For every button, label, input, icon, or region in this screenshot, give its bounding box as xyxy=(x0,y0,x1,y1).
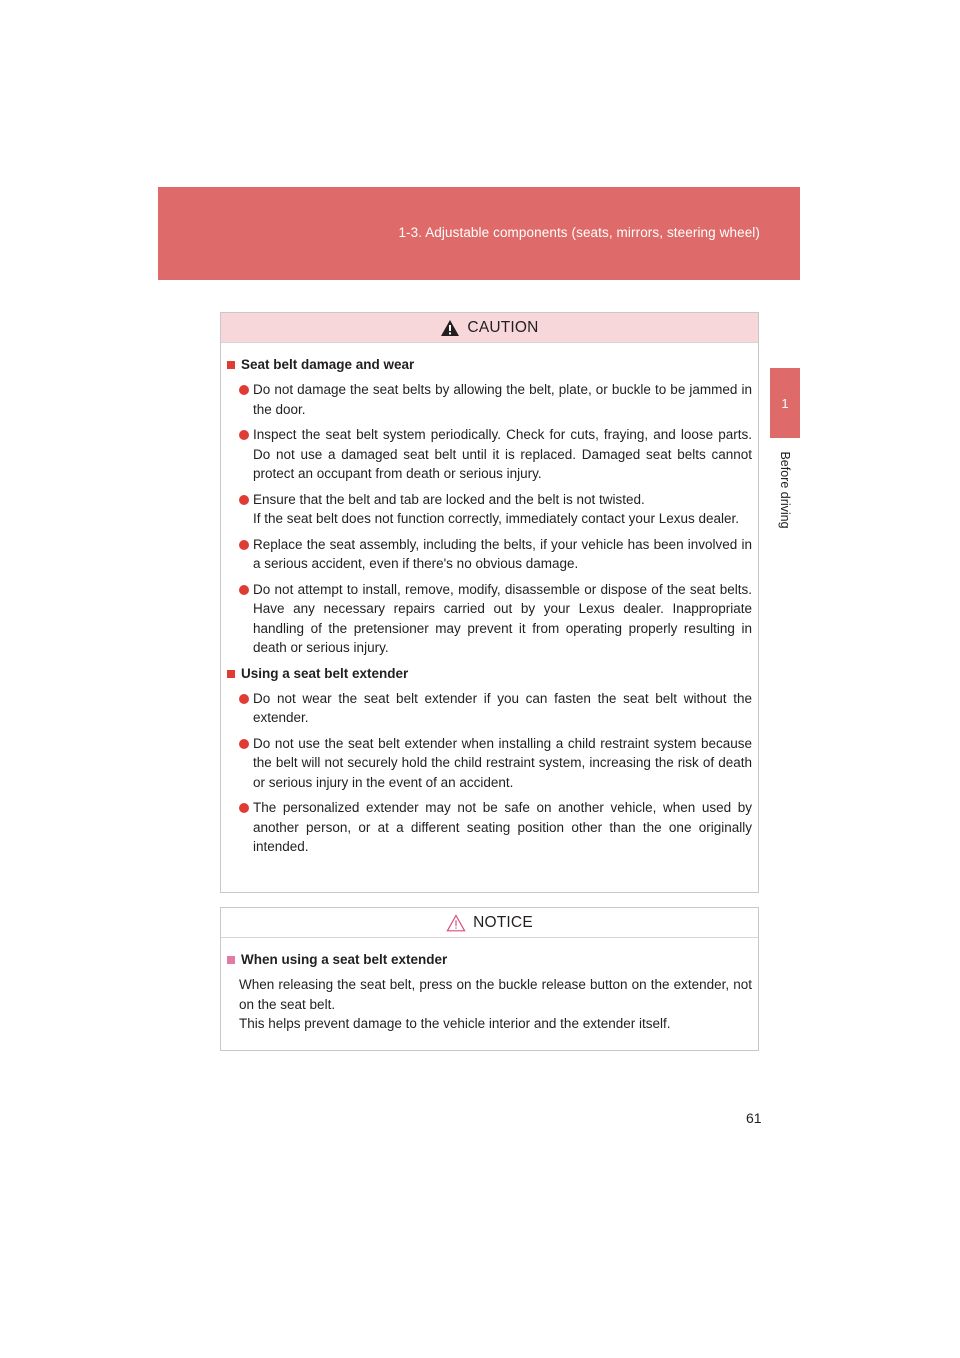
round-bullet-icon xyxy=(239,540,249,550)
notice-text: This helps prevent damage to the vehicle interior and the extender itself. xyxy=(239,1016,671,1031)
round-bullet-icon xyxy=(239,694,249,704)
caution-bullet: The personalized extender may not be safe on another vehicle, when used by another person, or at a different seating position other than the one originally intended. xyxy=(227,798,752,857)
round-bullet-icon xyxy=(239,585,249,595)
caution-bullet: Do not attempt to install, remove, modify, disassemble or dispose of the seat belts. Have any necessary repairs carried out by your Lexus dealer. Inappropriate handling of the pretensioner may prevent it from operating properly resulting in death or serious injury. xyxy=(227,580,752,658)
notice-section-title: When using a seat belt extender xyxy=(227,950,752,970)
caution-header xyxy=(221,313,758,343)
chapter-number: 1 xyxy=(781,395,789,411)
warning-triangle-icon xyxy=(440,319,460,337)
round-bullet-icon xyxy=(239,495,249,505)
caution-heading: CAUTION xyxy=(467,318,539,336)
caution-section-title: Using a seat belt extender xyxy=(227,664,752,684)
caution-bullet: Ensure that the belt and tab are locked and the belt is not twisted. If the seat belt does not function correctly, immediately contact your Lexus dealer. xyxy=(227,490,752,529)
square-bullet-icon xyxy=(227,956,235,964)
round-bullet-icon xyxy=(239,430,249,440)
caution-bullet: Do not damage the seat belts by allowing the belt, plate, or buckle to be jammed in the door. xyxy=(227,380,752,419)
chapter-label: Before driving xyxy=(778,451,792,529)
square-bullet-icon xyxy=(227,670,235,678)
page-number: 61 xyxy=(746,1110,762,1126)
section-header-title: 1-3. Adjustable components (seats, mirrors, steering wheel) xyxy=(398,225,760,240)
round-bullet-icon xyxy=(239,803,249,813)
warning-triangle-outline-icon xyxy=(446,914,466,932)
round-bullet-icon xyxy=(239,385,249,395)
header-band xyxy=(158,187,800,280)
notice-header xyxy=(221,908,758,938)
square-bullet-icon xyxy=(227,361,235,369)
caution-bullet: Replace the seat assembly, including the belts, if your vehicle has been involved in a serious accident, even if there's no obvious damage. xyxy=(227,535,752,574)
caution-bullet: Do not use the seat belt extender when installing a child restraint system because the belt will not securely hold the child restraint system, increasing the risk of death or serious injury in the event of an accident. xyxy=(227,734,752,793)
chapter-tab xyxy=(770,368,800,438)
notice-heading: NOTICE xyxy=(473,913,533,931)
caution-box xyxy=(220,312,759,893)
caution-bullet: Inspect the seat belt system periodically. Check for cuts, fraying, and loose parts. Do not use a damaged seat belt until it is replaced. Damaged seat belts cannot protect an occupant from death or serious injury. xyxy=(227,425,752,484)
notice-box xyxy=(220,907,759,1051)
notice-text: When releasing the seat belt, press on the buckle release button on the extender, not on the seat belt. xyxy=(239,977,752,1012)
notice-body xyxy=(221,938,758,1034)
caution-section-title: Seat belt damage and wear xyxy=(227,355,752,375)
caution-body xyxy=(221,343,758,857)
caution-bullet: Do not wear the seat belt extender if you can fasten the seat belt without the extender. xyxy=(227,689,752,728)
round-bullet-icon xyxy=(239,739,249,749)
